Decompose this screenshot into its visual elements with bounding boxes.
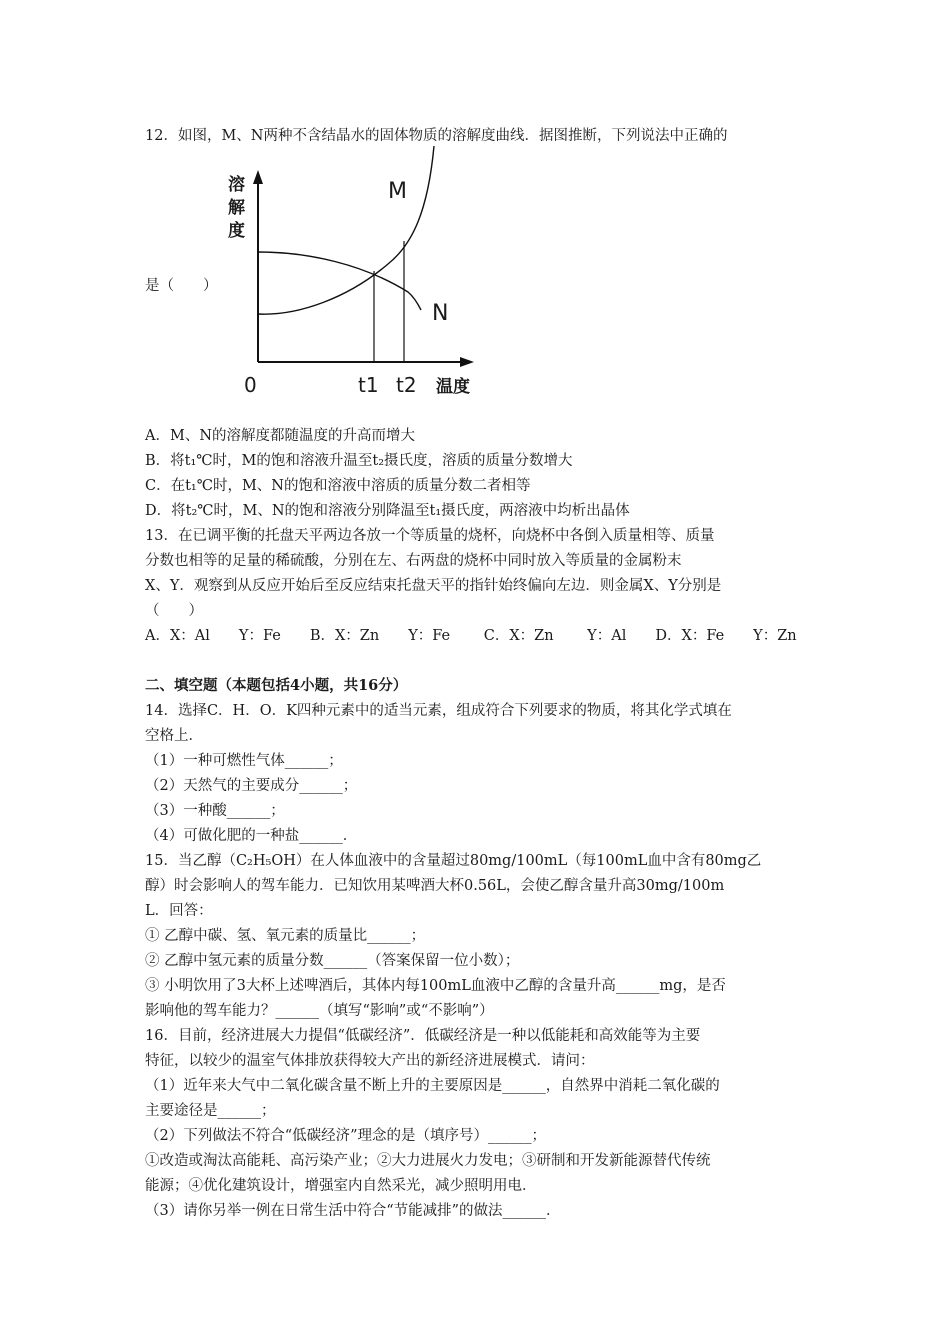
q14-line: 14．选择C．H．O．K四种元素中的适当元素，组成符合下列要求的物质，将其化学式填在 bbox=[145, 703, 732, 719]
t1-label: t1 bbox=[358, 373, 379, 397]
y-label-char-1: 溶 bbox=[228, 175, 245, 195]
q14-line: （2）天然气的主要成分______； bbox=[145, 778, 358, 794]
q16-line: （1）近年来大气中二氧化碳含量不断上升的主要原因是______，自然界中消耗二氧化碳的 bbox=[145, 1078, 720, 1094]
q16-line: （2）下列做法不符合“低碳经济”理念的是（填序号）______； bbox=[145, 1128, 547, 1144]
curve-n-label: N bbox=[432, 301, 449, 326]
q12-option-c: C．在t₁℃时，M、N的饱和溶液中溶质的质量分数二者相等 bbox=[145, 478, 531, 494]
q16-line: 主要途径是______； bbox=[145, 1103, 276, 1119]
q16-line: 16．目前，经济进展大力提倡“低碳经济”．低碳经济是一种以低能耗和高效能等为主要 bbox=[145, 1028, 701, 1044]
q16-line: 能源；④优化建筑设计，增强室内自然采光，减少照明用电． bbox=[145, 1178, 537, 1194]
q15-line: 15．当乙醇（C₂H₅OH）在人体血液中的含量超过80mg/100mL（每100mL血中含有80mg乙 bbox=[145, 853, 762, 869]
q16-line: 特征，以较少的温室气体排放获得较大产出的新经济进展模式．请问： bbox=[145, 1053, 595, 1069]
solubility-curve-figure bbox=[228, 140, 490, 402]
q14-line: （4）可做化肥的一种盐______． bbox=[145, 828, 358, 844]
q15-line: ② 乙醇中氢元素的质量分数______（答案保留一位小数）； bbox=[145, 953, 520, 969]
curve-m bbox=[258, 146, 434, 314]
q16-line: ①改造或淘汰高能耗、高污染产业；②大力进展火力发电；③研制和开发新能源替代传统 bbox=[145, 1153, 711, 1169]
curve-m-label: M bbox=[388, 179, 407, 204]
q14-line: （3）一种酸______； bbox=[145, 803, 285, 819]
y-label-char-2: 解 bbox=[228, 198, 245, 218]
y-label-char-3: 度 bbox=[228, 221, 245, 241]
q15-line: ③ 小明饮用了3大杯上述啤酒后，其体内每100mL血液中乙醇的含量升高______mg，是否 bbox=[145, 978, 726, 994]
q13-options: A．X：Al Y：Fe B．X：Zn Y：Fe C．X：Zn Y：Al D．X：Fe Y：Zn bbox=[145, 628, 797, 644]
q14-line: 空格上． bbox=[145, 728, 203, 744]
q15-line: 醇）时会影响人的驾车能力．已知饮用某啤酒大杯0.56L，会使乙醇含量升高30mg/100m bbox=[145, 878, 725, 894]
origin-label: 0 bbox=[244, 373, 257, 397]
q16-line: （3）请你另举一例在日常生活中符合“节能减排”的做法______． bbox=[145, 1203, 561, 1219]
q15-line: L．回答： bbox=[145, 903, 213, 919]
q12-option-b: B．将t₁℃时，M的饱和溶液升温至t₂摄氏度，溶质的质量分数增大 bbox=[145, 453, 573, 469]
q14-line: （1）一种可燃性气体______； bbox=[145, 753, 343, 769]
q15-line: 影响他的驾车能力？______（填写“影响”或“不影响”） bbox=[145, 1003, 494, 1019]
q13-line: （ ） bbox=[145, 603, 203, 619]
q13-line: 13．在已调平衡的托盘天平两边各放一个等质量的烧杯，向烧杯中各倒入质量相等、质量 bbox=[145, 528, 715, 544]
curve-n bbox=[258, 252, 421, 310]
q13-line: X、Y．观察到从反应开始后至反应结束托盘天平的指针始终偏向左边．则金属X、Y分别是 bbox=[145, 578, 722, 594]
y-axis-arrow bbox=[253, 170, 263, 184]
x-axis-arrow bbox=[460, 357, 474, 367]
q12-stem-end: 是（ ） bbox=[145, 278, 218, 294]
x-axis-label: 温度 bbox=[436, 377, 470, 397]
q12-option-a: A．M、N的溶解度都随温度的升高而增大 bbox=[145, 428, 416, 444]
section-heading: 二、填空题（本题包括4小题，共16分） bbox=[145, 677, 408, 694]
q12-option-d: D．将t₂℃时，M、N的饱和溶液分别降温至t₁摄氏度，两溶液中均析出晶体 bbox=[145, 503, 630, 519]
q12-stem: 12．如图，M、N两种不含结晶水的固体物质的溶解度曲线．据图推断，下列说法中正确的 bbox=[145, 128, 728, 144]
q15-line: ① 乙醇中碳、氢、氧元素的质量比______； bbox=[145, 928, 426, 944]
q13-line: 分数也相等的足量的稀硫酸，分别在左、右两盘的烧杯中同时放入等质量的金属粉末 bbox=[145, 553, 682, 569]
t2-label: t2 bbox=[396, 373, 417, 397]
